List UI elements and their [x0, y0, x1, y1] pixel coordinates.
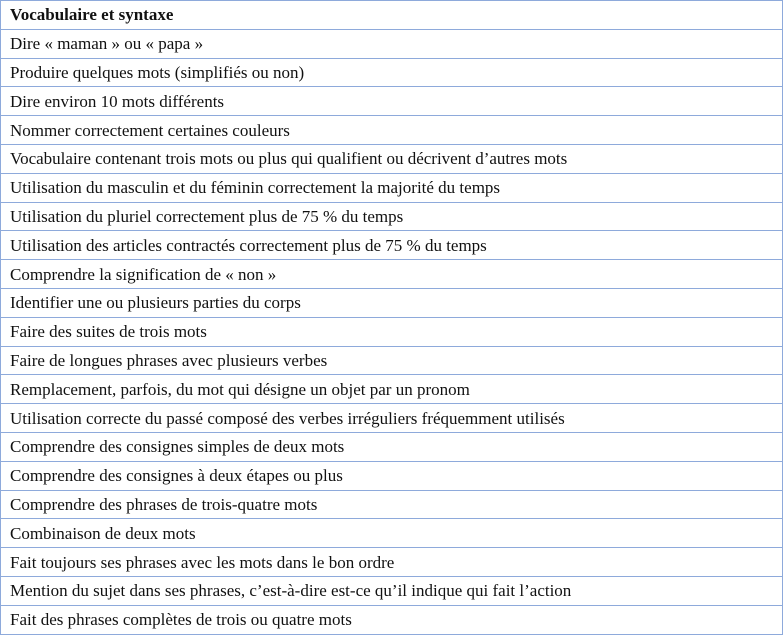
table-cell: Mention du sujet dans ses phrases, c’est-à-dire est-ce qu’il indique qui fait l’action [1, 576, 783, 605]
table-row [1, 116, 783, 145]
table-row [1, 346, 783, 375]
table-row [1, 548, 783, 577]
table-cell: Comprendre des consignes à deux étapes ou plus [1, 461, 783, 490]
table-cell: Utilisation du pluriel correctement plus de 75 % du temps [1, 202, 783, 231]
table-cell: Vocabulaire contenant trois mots ou plus qui qualifient ou décrivent d’autres mots [1, 144, 783, 173]
table-row [1, 519, 783, 548]
table-row [1, 260, 783, 289]
table-cell: Utilisation du masculin et du féminin correctement la majorité du temps [1, 173, 783, 202]
table-cell: Produire quelques mots (simplifiés ou non) [1, 58, 783, 87]
table-cell: Fait des phrases complètes de trois ou quatre mots [1, 605, 783, 634]
table-cell: Dire « maman » ou « papa » [1, 29, 783, 58]
table-cell: Remplacement, parfois, du mot qui désigne un objet par un pronom [1, 375, 783, 404]
table-row [1, 202, 783, 231]
table-row [1, 173, 783, 202]
table-cell: Utilisation correcte du passé composé des verbes irréguliers fréquemment utilisés [1, 404, 783, 433]
table-row [1, 144, 783, 173]
table-row [1, 29, 783, 58]
table-cell: Nommer correctement certaines couleurs [1, 116, 783, 145]
table-cell: Utilisation des articles contractés correctement plus de 75 % du temps [1, 231, 783, 260]
table-row [1, 87, 783, 116]
table-header: Vocabulaire et syntaxe [1, 1, 783, 30]
table-cell: Comprendre la signification de « non » [1, 260, 783, 289]
table-row [1, 375, 783, 404]
table-row [1, 58, 783, 87]
table-cell: Comprendre des consignes simples de deux mots [1, 432, 783, 461]
table-row [1, 288, 783, 317]
table-cell: Faire des suites de trois mots [1, 317, 783, 346]
table-cell: Combinaison de deux mots [1, 519, 783, 548]
table-cell: Dire environ 10 mots différents [1, 87, 783, 116]
table-row [1, 231, 783, 260]
table-header-row [1, 1, 783, 30]
table-row [1, 490, 783, 519]
table-cell: Faire de longues phrases avec plusieurs verbes [1, 346, 783, 375]
table-cell: Identifier une ou plusieurs parties du corps [1, 288, 783, 317]
table-cell: Comprendre des phrases de trois-quatre mots [1, 490, 783, 519]
table-row [1, 461, 783, 490]
table-row [1, 576, 783, 605]
table-row [1, 317, 783, 346]
table-row [1, 432, 783, 461]
table-row [1, 404, 783, 433]
table-row [1, 605, 783, 634]
table-cell: Fait toujours ses phrases avec les mots dans le bon ordre [1, 548, 783, 577]
